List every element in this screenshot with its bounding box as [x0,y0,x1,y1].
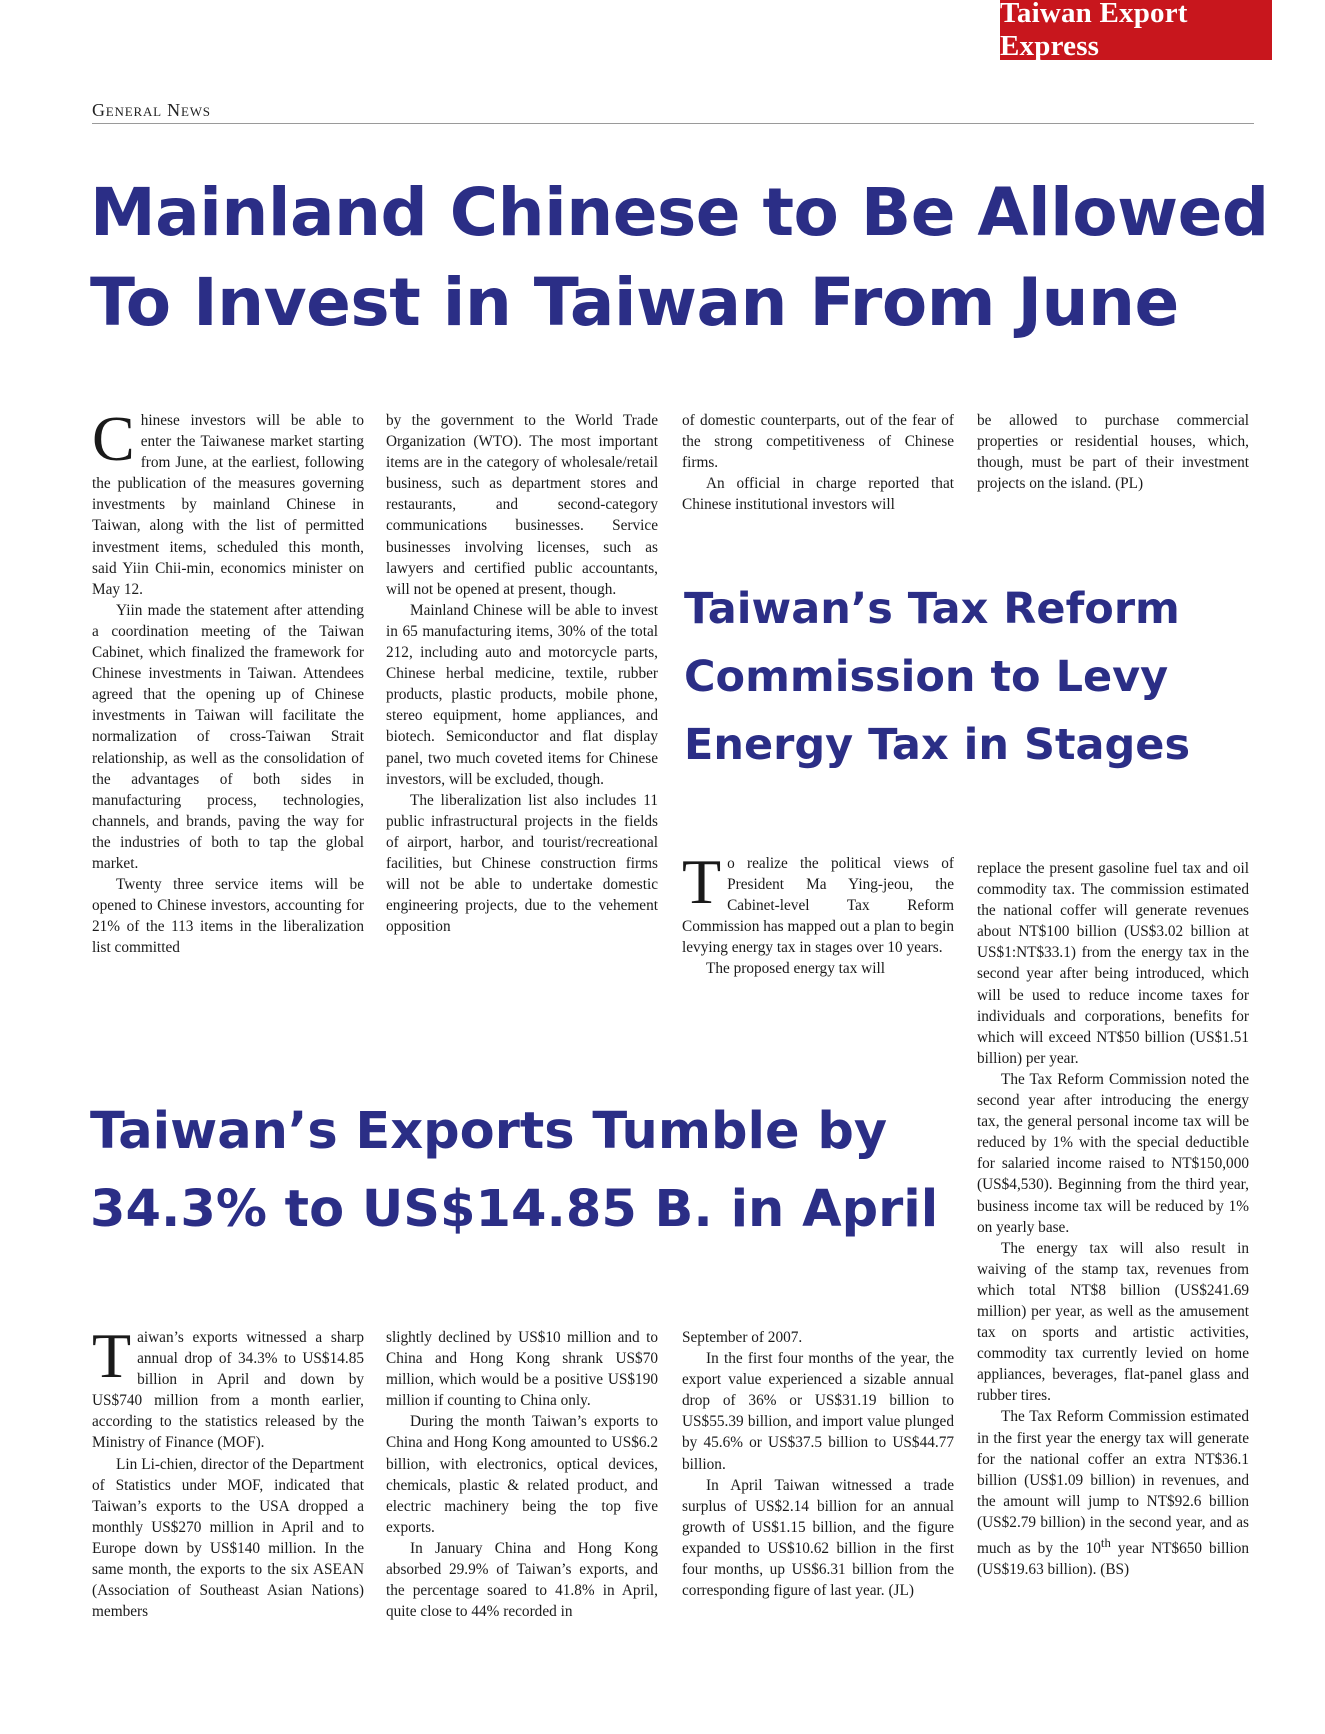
article3-column-1 [92,1320,364,1622]
article2-headline-line3: Energy Tax in Stages [684,720,1191,770]
article1-column-2 [386,410,658,937]
article2-headline [684,575,1244,779]
article1-paragraph: Yiin made the statement after attending a coordination meeting of the Taiwan Cabinet, which finalized the framework for Chinese investments in Taiwan. Attendees agreed that the opening up of Chinese investments in Taiwan will facilitate the normalization of cross-Taiwan Strait relationship, as well as the consolidation of the advantages of both sides in manufacturing process, technologies, channels, and brands, paving the way for the industries of both to tap the global market. [92,601,364,872]
ordinal-suffix: th [1100,1536,1111,1550]
article3-paragraph: slightly declined by US$10 million and to China and Hong Kong shrank US$70 million, which would be a positive US$190 million if counting to China only. [386,1329,658,1410]
article1-paragraph: of domestic counterparts, out of the fear of the strong competitiveness of Chinese firms. [682,412,954,472]
article3-paragraph: Lin Li-chien, director of the Department of Statistics under MOF, indicated that Taiwan’s exports to the USA dropped a monthly US$270 million in April and to Europe down by US$140 million. In the same month, the exports to the six ASEAN (Association of Southeast Asian Nations) members [92,1455,364,1621]
article3-paragraph: September of 2007. [682,1329,803,1346]
article2-paragraph: The Tax Reform Commission noted the second year after introducing the energy tax, the general personal income tax will be reduced by 1% with the special deductible for salaried income raised to NT$150,000 (US$4,530). Beginning from the third year, business income tax will be reduced by 1% on yearly base. [977,1070,1249,1236]
article1-paragraph: An official in charge reported that Chinese institutional investors will [682,475,954,514]
article1-paragraph: by the government to the World Trade Organization (WTO). The most important items are in the category of wholesale/retail business, such as department stores and restaurants, and second-category communications businesses. Service businesses involving licenses, such as lawyers and certified public accountants, will not be opened at present, though. [386,412,658,598]
article1-dropcap: C [92,403,135,474]
article3-headline [90,1093,990,1249]
article2-column-2 [977,858,1249,1580]
article3-dropcap: T [92,1320,132,1391]
article2-headline-line2: Commission to Levy [684,652,1169,702]
article2-paragraph: The energy tax will also result in waiving of the stamp tax, revenues from which total NT$8 billion (US$241.69 million) per year, as well as the amusement tax on sports and artistic activities, commodity tax currently levied on home appliances, beverages, flat-panel glass and rubber tires. [977,1239,1249,1405]
article3-paragraph: In April Taiwan witnessed a trade surplus of US$2.14 billion for an annual growth of US$1.15 billion, and the figure expanded to US$10.62 billion in the first four months, up US$6.31 billion from the corresponding figure of last year. (JL) [682,1476,954,1600]
article2-paragraph-text: o realize the political views of President Ma Ying-jeou, the Cabinet-level Tax Reform Commission has mapped out a plan to begin levying energy tax in stages over 10 years. [682,855,954,957]
article1-headline-line1: Mainland Chinese to Be Allowed [90,174,1269,251]
article3-column-2 [386,1327,658,1622]
article1-paragraph: be allowed to purchase commercial properties or residential houses, which, though, must be part of their investment projects on the island. (PL) [977,412,1249,493]
article2-dropcap: T [682,846,722,917]
article3-headline-line1: Taiwan’s Exports Tumble by [90,1102,888,1161]
article2-paragraph [682,846,954,958]
article1-paragraph [92,403,364,600]
article1-headline [90,168,1270,348]
section-label: General News [92,100,211,120]
article3-paragraph: In the first four months of the year, the export value experienced a sizable annual drop of 36% or US$31.19 billion to US$55.39 billion, and import value plunged by 45.6% or US$37.5 billion to US$44.77 billion. [682,1350,954,1473]
article1-headline-line2: To Invest in Taiwan From June [90,264,1179,341]
article1-column-1 [92,403,364,958]
article3-paragraph: In January China and Hong Kong absorbed 29.9% of Taiwan’s exports, and the percentage soared to 41.8% in April, quite close to 44% recorded in [386,1539,658,1621]
article2-column-1 [682,846,954,980]
article1-column-4 [977,410,1249,494]
article2-paragraph: The proposed energy tax will [706,960,885,978]
article3-paragraph-text: aiwan’s exports witnessed a sharp annual drop of 34.3% to US$14.85 billion in April and down by US$740 million from a month earlier, according to the statistics released by the Ministry of Finance (MOF). [92,1329,364,1452]
article3-paragraph: During the month Taiwan’s exports to China and Hong Kong amounted to US$6.2 billion, with electronics, optical devices, chemicals, plastic & related product, and electric machinery being the top five exports. [386,1413,658,1536]
article2-paragraph: replace the present gasoline fuel tax and oil commodity tax. The commission estimated the national coffer will generate revenues about NT$100 billion (US$3.02 billion at US$1:NT$33.1) from the energy tax in the second year after being introduced, which will be used to reduce income taxes for individuals and corporations, benefits for which will exceed NT$50 billion (US$1.51 billion) per year. [977,860,1249,1067]
article2-paragraph [977,1406,1249,1580]
article1-paragraph: Twenty three service items will be opened to Chinese investors, accounting for 21% of the 113 items in the liberalization list committed [92,876,364,957]
article3-paragraph [92,1320,364,1454]
article3-column-3 [682,1327,954,1601]
article2-paragraph-text: The Tax Reform Commission estimated in the first year the energy tax will generate for the national coffer an extra NT$36.1 billion (US$1.09 billion) in revenues, and the amount will jump to NT$92.6 billion (US$2.79 billion) in the second year, and as much as by the 10 [977,1408,1249,1558]
article2-paragraph-text: year NT$650 billion (US$19.63 billion). (BS) [977,1540,1249,1579]
article3-headline-line2: 34.3% to US$14.85 B. in April [90,1180,939,1239]
article1-paragraph: The liberalization list also includes 11 public infrastructural projects in the fields of airport, harbor, and tourist/recreational facilities, but Chinese construction firms will not be able to undertake domestic engineering projects, due to the vehement opposition [386,791,658,936]
publication-badge: Taiwan Export Express [1000,0,1272,60]
article2-headline-line1: Taiwan’s Tax Reform [684,584,1180,634]
article1-paragraph-text: hinese investors will be able to enter the Taiwanese market starting from June, at the earliest, following the publication of the measures governing investments by mainland Chinese in Taiwan, along with the list of permitted investment items, scheduled this month, said Yiin Chii-min, economics minister on May 12. [92,412,364,598]
section-divider [92,123,1254,124]
article1-column-3 [682,410,954,515]
article1-paragraph: Mainland Chinese will be able to invest in 65 manufacturing items, 30% of the total 212, including auto and motorcycle parts, Chinese herbal medicine, textile, rubber products, plastic products, mobile phone, stereo equipment, home appliances, and biotech. Semiconductor and flat display panel, two much coveted items for Chinese investors, will be excluded, though. [386,601,658,788]
